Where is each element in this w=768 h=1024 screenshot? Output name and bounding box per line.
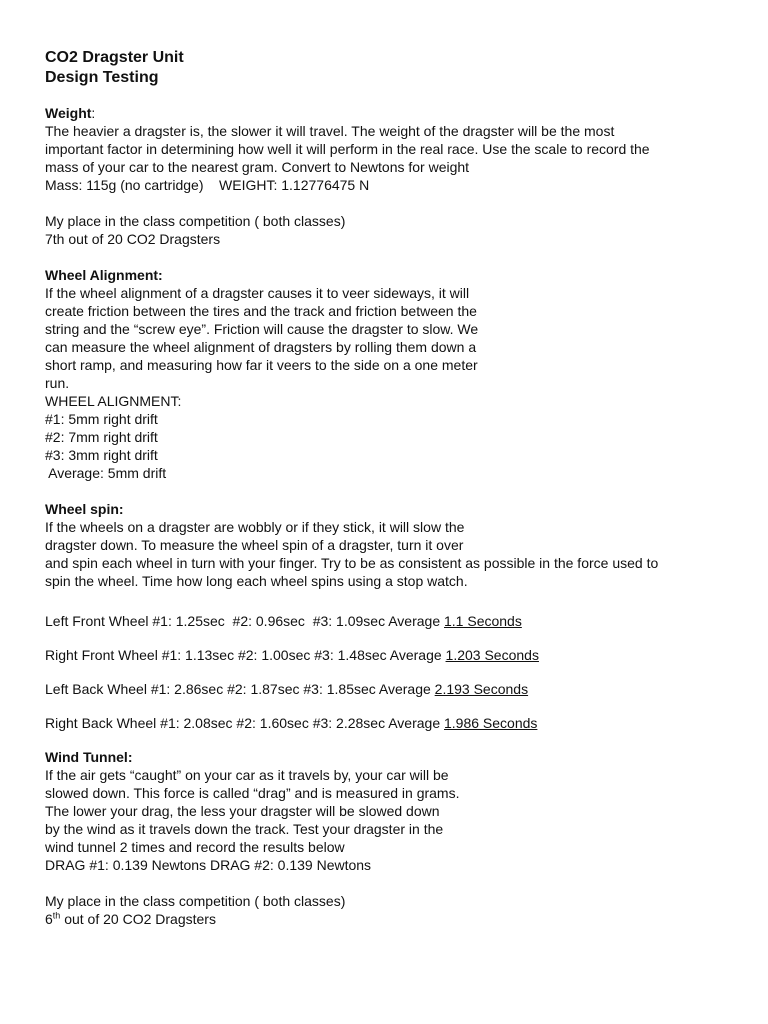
spin-row-text: Right Back Wheel #1: 2.08sec #2: 1.60sec #3: 2.28sec Average [45, 715, 444, 731]
alignment-average: Average: 5mm drift [45, 465, 167, 481]
wind-section [45, 748, 745, 928]
spin-body-line: and spin each wheel in turn with your finger. Try to be as consistent as possible in the force used to [45, 555, 659, 571]
wind-drag-results: DRAG #1: 0.139 Newtons DRAG #2: 0.139 Newtons [45, 857, 372, 873]
spin-row-left-front [45, 612, 745, 630]
document-subtitle: Design Testing [45, 69, 159, 86]
wind-body-line: by the wind as it travels down the track. Test your dragster in the [45, 821, 444, 837]
spin-heading: Wheel spin: [45, 501, 124, 517]
weight-body-line: The heavier a dragster is, the slower it will travel. The weight of the dragster will be the most [45, 123, 615, 139]
wind-body-line: slowed down. This force is called “drag” and is measured in grams. [45, 785, 460, 801]
weight-mass-line: Mass: 115g (no cartridge) WEIGHT: 1.12776475 N [45, 177, 370, 193]
weight-heading [45, 104, 745, 122]
alignment-result: #1: 5mm right drift [45, 411, 158, 427]
spin-body-line: If the wheels on a dragster are wobbly or if they stick, it will slow the [45, 519, 465, 535]
alignment-body-line: run. [45, 375, 70, 391]
document-page [45, 48, 745, 928]
spin-row-average: 1.1 Seconds [444, 613, 522, 629]
spin-row-average: 2.193 Seconds [434, 681, 529, 697]
spin-body-line: dragster down. To measure the wheel spin of a dragster, turn it over [45, 537, 464, 553]
weight-body-line: important factor in determining how well it will perform in the real race. Use the scale to record the [45, 141, 650, 157]
document-title: CO2 Dragster Unit [45, 49, 184, 66]
wind-body-line: If the air gets “caught” on your car as it travels by, your car will be [45, 767, 449, 783]
weight-place-value: 7th out of 20 CO2 Dragsters [45, 231, 221, 247]
alignment-section [45, 266, 745, 482]
alignment-body-line: short ramp, and measuring how far it veers to the side on a one meter [45, 357, 478, 373]
spin-section [45, 500, 745, 732]
weight-section [45, 104, 745, 248]
spin-row-average: 1.986 Seconds [444, 715, 538, 731]
wind-place-suffix: th [52, 910, 61, 921]
spin-row-average: 1.203 Seconds [445, 647, 539, 663]
spin-row-right-back [45, 714, 745, 732]
alignment-body-line: If the wheel alignment of a dragster causes it to veer sideways, it will [45, 285, 470, 301]
weight-heading-text: Weight [45, 105, 92, 121]
weight-body-line: mass of your car to the nearest gram. Convert to Newtons for weight [45, 159, 470, 175]
alignment-results-label: WHEEL ALIGNMENT: [45, 393, 182, 409]
wind-place-label: My place in the class competition ( both classes) [45, 893, 346, 909]
wind-body-line: The lower your drag, the less your dragster will be slowed down [45, 803, 440, 819]
weight-place-label: My place in the class competition ( both classes) [45, 213, 346, 229]
weight-heading-colon: : [91, 105, 96, 121]
spin-row-text: Left Back Wheel #1: 2.86sec #2: 1.87sec #3: 1.85sec Average [45, 681, 435, 697]
alignment-result: #3: 3mm right drift [45, 447, 158, 463]
wind-place-rest: out of 20 CO2 Dragsters [60, 911, 216, 927]
spin-row-left-back [45, 680, 745, 698]
alignment-result: #2: 7mm right drift [45, 429, 158, 445]
spin-row-right-front [45, 646, 745, 664]
alignment-body-line: create friction between the tires and the track and friction between the [45, 303, 477, 319]
wind-place-number: 6 [45, 911, 53, 927]
spin-body-line: spin the wheel. Time how long each wheel spins using a stop watch. [45, 573, 468, 589]
wind-place-value [45, 910, 745, 928]
alignment-body-line: string and the “screw eye”. Friction will cause the dragster to slow. We [45, 321, 479, 337]
spin-row-text: Left Front Wheel #1: 1.25sec #2: 0.96sec #3: 1.09sec Average [45, 613, 444, 629]
alignment-heading: Wheel Alignment: [45, 267, 163, 283]
wind-heading: Wind Tunnel: [45, 749, 133, 765]
spin-row-text: Right Front Wheel #1: 1.13sec #2: 1.00sec #3: 1.48sec Average [45, 647, 446, 663]
alignment-body-line: can measure the wheel alignment of dragsters by rolling them down a [45, 339, 477, 355]
wind-body-line: wind tunnel 2 times and record the results below [45, 839, 345, 855]
